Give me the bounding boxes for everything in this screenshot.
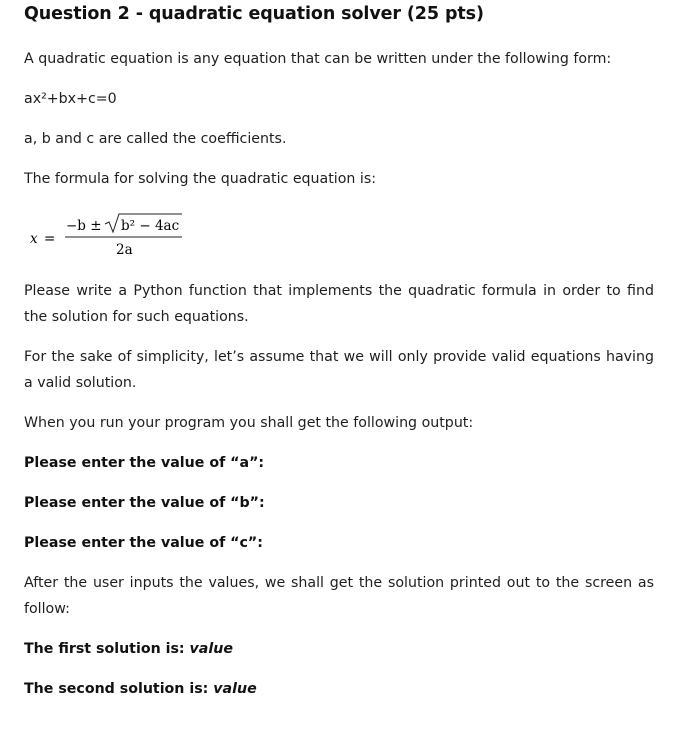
equation-text: ax²+bx+c=0 xyxy=(24,91,117,107)
prompt-c: Please enter the value of “c”: xyxy=(24,535,263,551)
second-solution-value: value xyxy=(213,681,257,697)
formula-intro: The formula for solving the quadratic equation is: xyxy=(24,171,377,187)
simplicity-paragraph: For the sake of simplicity, let’s assume that we will only provide valid equations having a valid solution. xyxy=(24,349,654,391)
after-input-paragraph: After the user inputs the values, we shall get the solution printed out to the screen as follow: xyxy=(24,575,654,617)
formula-denominator: 2a xyxy=(116,242,133,258)
prompt-b: Please enter the value of “b”: xyxy=(24,495,265,511)
formula-numerator-prefix: −b ± xyxy=(66,218,102,234)
coefficients-note: a, b and c are called the coefficients. xyxy=(24,131,287,147)
first-solution-line xyxy=(24,636,654,662)
instruction-paragraph: Please write a Python function that implements the quadratic formula in order to find the solution for such equations. xyxy=(24,283,654,325)
formula-equals: = xyxy=(44,231,56,247)
prompt-a: Please enter the value of “a”: xyxy=(24,455,265,471)
quadratic-formula xyxy=(30,212,220,262)
second-solution-line xyxy=(24,676,654,702)
second-solution-label: The second solution is: xyxy=(24,681,214,697)
question-title: Question 2 - quadratic equation solver (25 pts) xyxy=(24,4,484,24)
first-solution-value: value xyxy=(189,641,233,657)
first-solution-label: The first solution is: xyxy=(24,641,190,657)
formula-radicand: b² − 4ac xyxy=(121,218,180,234)
output-intro: When you run your program you shall get the following output: xyxy=(24,415,474,431)
intro-paragraph: A quadratic equation is any equation that can be written under the following form: xyxy=(24,51,612,67)
formula-lhs: x xyxy=(30,231,38,247)
